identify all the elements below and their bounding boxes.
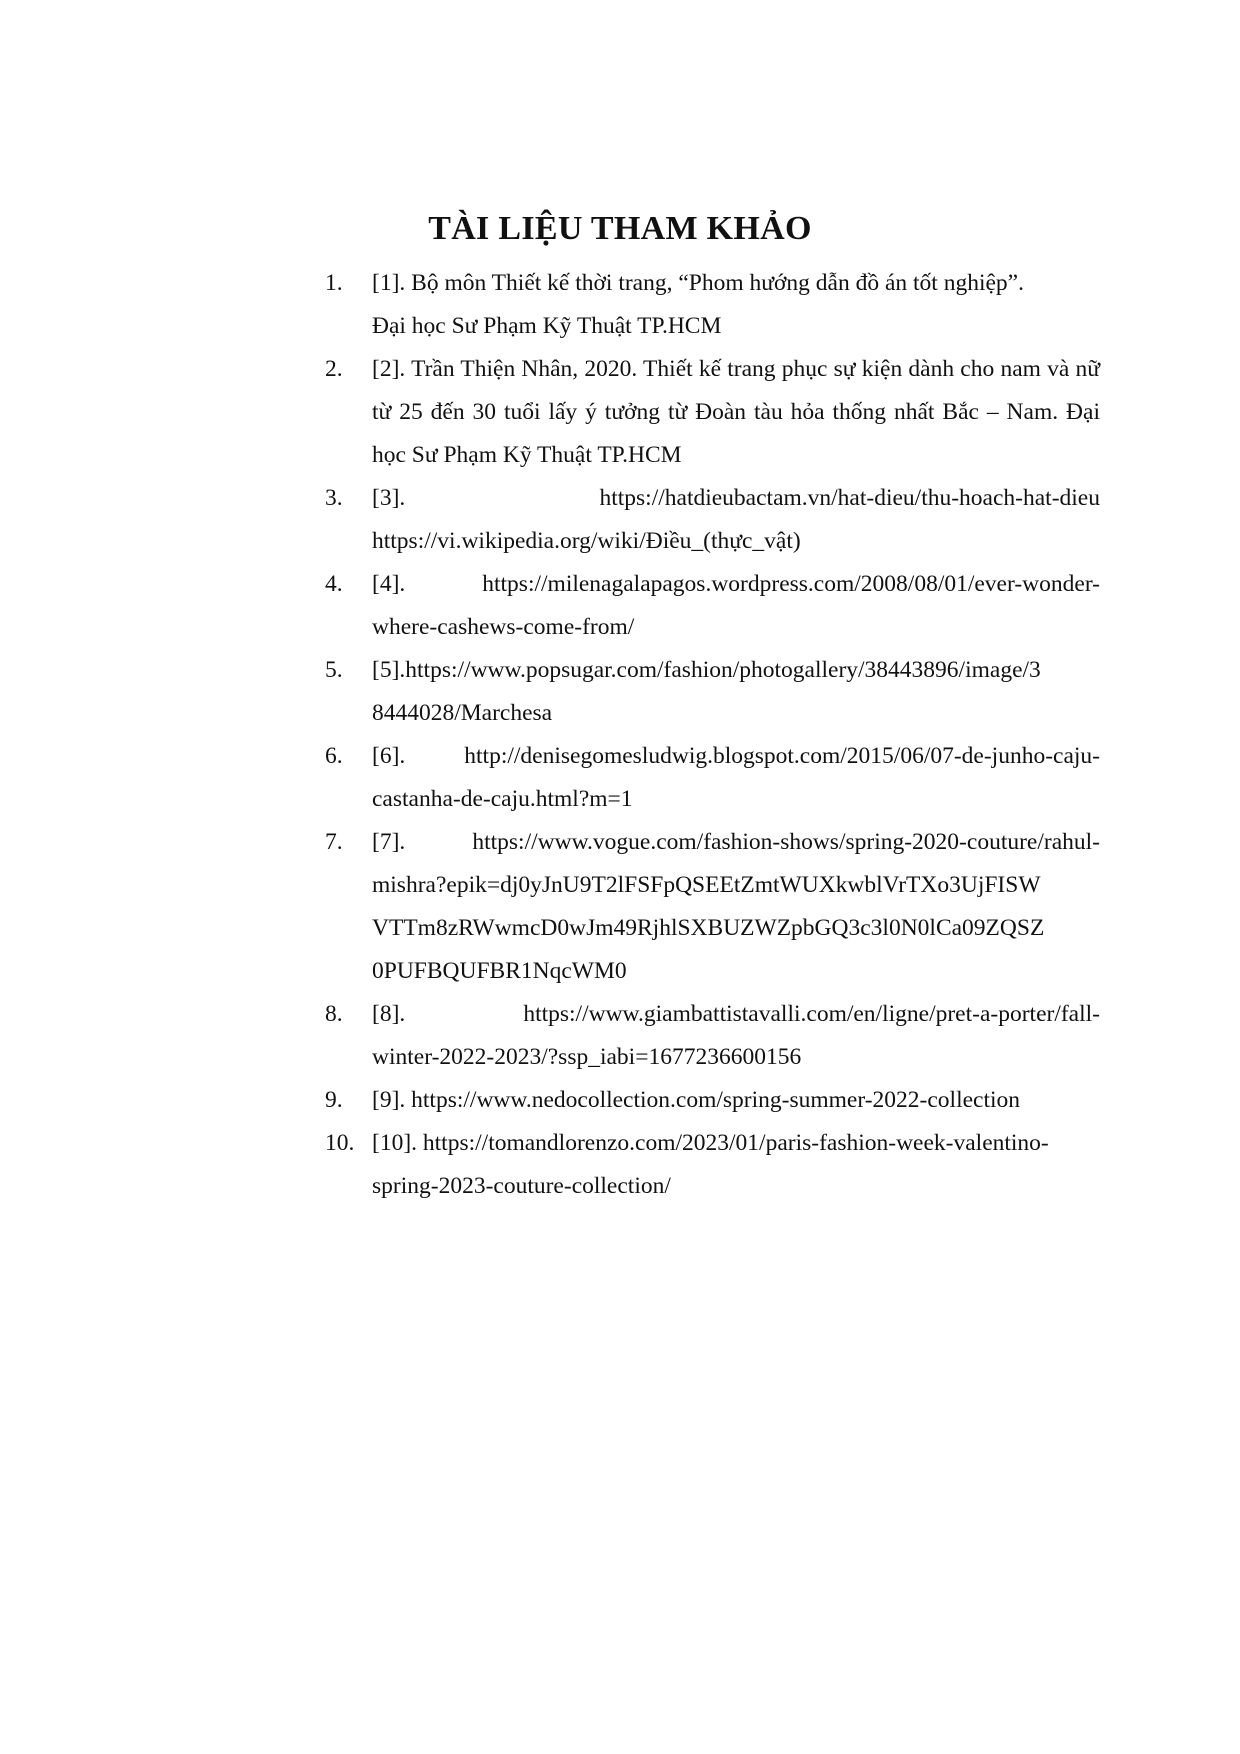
reference-item-3	[325, 477, 1100, 563]
reference-url[interactable]: [5].https://www.popsugar.com/fashion/photogallery/38443896/image/3	[372, 657, 1041, 683]
reference-item-6	[325, 735, 1100, 821]
reference-url-continued[interactable]: winter-2022-2023/?ssp_iabi=1677236600156	[372, 1044, 802, 1070]
reference-label: [3].	[372, 485, 406, 511]
reference-number: 8.	[325, 1001, 343, 1027]
reference-url[interactable]: https://www.giambattistavalli.com/en/ligne/pret-a-porter/fall-	[523, 1001, 1100, 1027]
reference-number: 7.	[325, 829, 343, 855]
reference-line: Đại học Sư Phạm Kỹ Thuật TP.HCM	[372, 313, 722, 339]
reference-label: [7].	[372, 829, 406, 855]
reference-url-continued[interactable]: castanha-de-caju.html?m=1	[372, 786, 633, 812]
reference-text: [2]. Trần Thiện Nhân, 2020. Thiết kế trang phục sự kiện dành cho nam và nữ từ 25 đến 30 tuổi lấy ý tưởng từ Đoàn tàu hỏa thống nhất Bắc – Nam. Đại học Sư Phạm Kỹ Thuật TP.HCM	[372, 356, 1100, 468]
reference-item-5	[325, 649, 1100, 735]
reference-number: 1.	[325, 270, 343, 296]
reference-label: [4].	[372, 571, 406, 597]
reference-url-continued[interactable]: where-cashews-come-from/	[372, 614, 635, 640]
reference-line	[372, 993, 1100, 1036]
reference-line	[372, 821, 1100, 864]
reference-line	[372, 477, 1100, 520]
reference-list	[325, 262, 1100, 1208]
reference-number: 6.	[325, 743, 343, 769]
reference-item-4	[325, 563, 1100, 649]
reference-line: [1]. Bộ môn Thiết kế thời trang, “Phom hướng dẫn đồ án tốt nghiệp”.	[372, 270, 1024, 296]
reference-line	[372, 735, 1100, 778]
reference-url[interactable]: http://denisegomesludwig.blogspot.com/2015/06/07-de-junho-caju-	[464, 743, 1100, 769]
reference-number: 9.	[325, 1087, 343, 1113]
reference-url-continued[interactable]: VTTm8zRWwmcD0wJm49RjhlSXBUZWZpbGQ3c3l0N0lCa09ZQSZ	[372, 915, 1045, 941]
reference-url-continued[interactable]: spring-2023-couture-collection/	[372, 1173, 671, 1199]
reference-item-2	[325, 348, 1100, 477]
reference-url[interactable]: https://hatdieubactam.vn/hat-dieu/thu-hoach-hat-dieu	[599, 485, 1100, 511]
reference-url[interactable]: [9]. https://www.nedocollection.com/spring-summer-2022-collection	[372, 1087, 1021, 1113]
reference-number: 3.	[325, 485, 343, 511]
reference-item-9	[325, 1079, 1100, 1122]
reference-number: 10.	[325, 1130, 355, 1156]
reference-url-continued[interactable]: mishra?epik=dj0yJnU9T2lFSFpQSEEtZmtWUXkwblVrTXo3UjFISW	[372, 872, 1041, 898]
reference-line	[372, 563, 1100, 606]
reference-item-10	[325, 1122, 1100, 1208]
reference-number: 5.	[325, 657, 343, 683]
reference-label: [8].	[372, 1001, 406, 1027]
reference-url[interactable]: [10]. https://tomandlorenzo.com/2023/01/paris-fashion-week-valentino-	[372, 1130, 1049, 1156]
reference-item-1	[325, 262, 1100, 348]
page-title: TÀI LIỆU THAM KHẢO	[428, 210, 812, 247]
reference-url-continued[interactable]: 0PUFBQUFBR1NqcWM0	[372, 958, 627, 984]
reference-item-8	[325, 993, 1100, 1079]
reference-label: [6].	[372, 743, 406, 769]
reference-url[interactable]: https://www.vogue.com/fashion-shows/spring-2020-couture/rahul-	[472, 829, 1100, 855]
reference-number: 2.	[325, 356, 343, 382]
reference-number: 4.	[325, 571, 343, 597]
reference-url[interactable]: https://vi.wikipedia.org/wiki/Điều_(thực_vật)	[372, 528, 801, 554]
reference-url-continued[interactable]: 8444028/Marchesa	[372, 700, 553, 726]
reference-url[interactable]: https://milenagalapagos.wordpress.com/2008/08/01/ever-wonder-	[482, 571, 1100, 597]
reference-item-7	[325, 821, 1100, 993]
